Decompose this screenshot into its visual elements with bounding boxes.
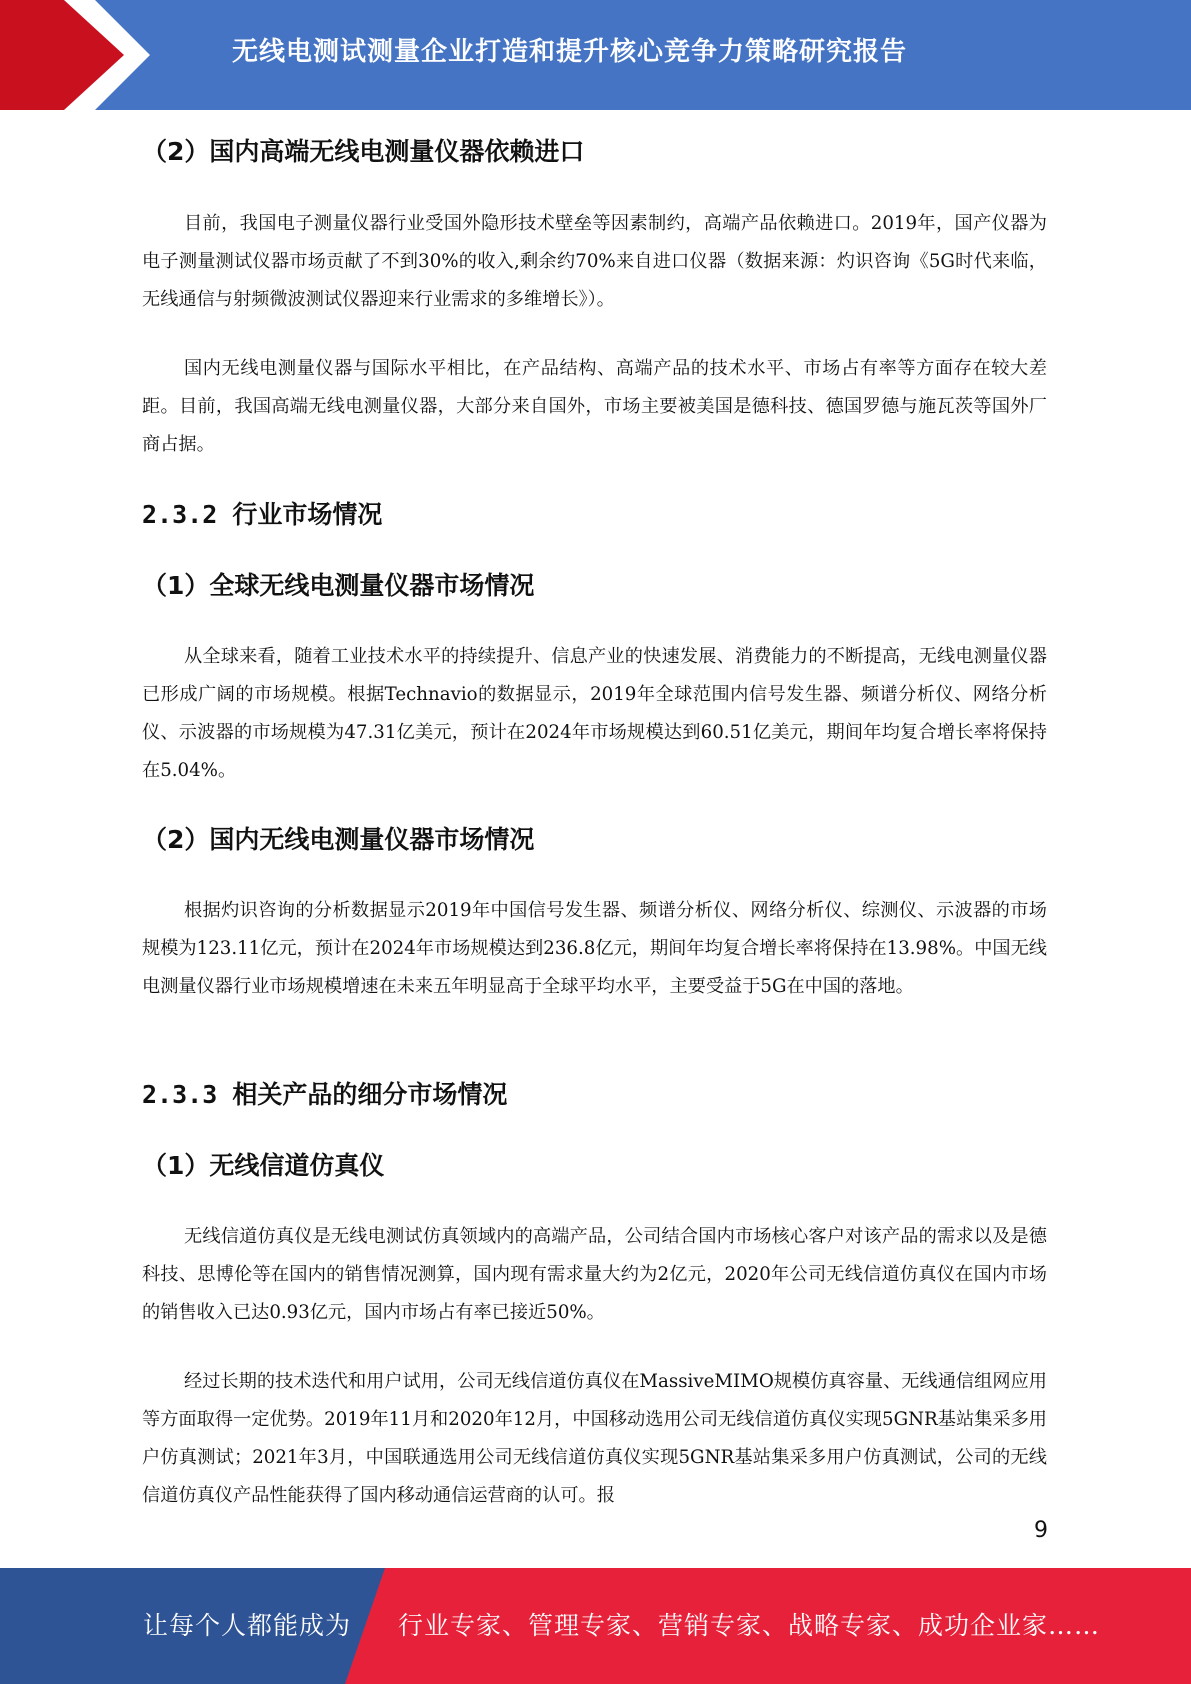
paragraph-channel-emulator-advantage: 经过长期的技术迭代和用户试用，公司无线信道仿真仪在MassiveMIMO规模仿真容量、无线通信组网应用等方面取得一定优势。2019年11月和2020年12月，中国移动选用公司无线信道仿真仪实现5GNR基站集采多用户仿真测试；2021年3月，中国联通选用公司无线信道仿真仪实现5GNR基站集采多用户仿真测试，公司的无线信道仿真仪产品性能获得了国内移动通信运营商的认可。报: [142, 1371, 1047, 1506]
paragraph-gap-analysis: 国内无线电测量仪器与国际水平相比，在产品结构、高端产品的技术水平、市场占有率等方面存在较大差距。目前，我国高端无线电测量仪器，大部分来自国外，市场主要被美国是德科技、德国罗德与施瓦茨等国外厂商占据。: [142, 358, 1047, 455]
page-footer: [0, 1568, 1191, 1684]
report-title: 无线电测试测量企业打造和提升核心竞争力策略研究报告: [232, 37, 908, 67]
page-number: 9: [1034, 1518, 1048, 1543]
section-number: 2.3.2: [142, 500, 218, 529]
footer-slogan-left: 让每个人都能成为: [143, 1611, 352, 1640]
heading-domestic-high-end: （2）国内高端无线电测量仪器依赖进口: [142, 137, 585, 166]
footer-slogan-right: 行业专家、管理专家、营销专家、战略专家、成功企业家……: [398, 1611, 1101, 1640]
section-number: 2.3.3: [142, 1080, 218, 1109]
heading-domestic-market: （2）国内无线电测量仪器市场情况: [142, 825, 535, 854]
header-arrow-decoration: [0, 0, 160, 110]
paragraph-global-market: 从全球来看，随着工业技术水平的持续提升、信息产业的快速发展、消费能力的不断提高，无线电测量仪器已形成广阔的市场规模。根据Technavio的数据显示，2019年全球范围内信号发生器、频谱分析仪、网络分析仪、示波器的市场规模为47.31亿美元，预计在2024年市场规模达到60.51亿美元，期间年均复合增长率将保持在5.04%。: [142, 646, 1047, 781]
section-title: 相关产品的细分市场情况: [232, 1080, 508, 1109]
paragraph-domestic-market: 根据灼识咨询的分析数据显示2019年中国信号发生器、频谱分析仪、网络分析仪、综测仪、示波器的市场规模为123.11亿元，预计在2024年市场规模达到236.8亿元，期间年均复合增长率将保持在13.98%。中国无线电测量仪器行业市场规模增速在未来五年明显高于全球平均水平，主要受益于5G在中国的落地。: [142, 900, 1047, 997]
page-header: [0, 0, 1191, 110]
paragraph-channel-emulator-market: 无线信道仿真仪是无线电测试仿真领域内的高端产品，公司结合国内市场核心客户对该产品的需求以及是德科技、思博伦等在国内的销售情况测算，国内现有需求量大约为2亿元，2020年公司无线信道仿真仪在国内市场的销售收入已达0.93亿元，国内市场占有率已接近50%。: [142, 1226, 1047, 1323]
heading-global-market: （1）全球无线电测量仪器市场情况: [142, 571, 535, 600]
heading-channel-emulator: （1）无线信道仿真仪: [142, 1151, 385, 1180]
section-title: 行业市场情况: [232, 500, 383, 529]
paragraph-import-dependency: 目前，我国电子测量仪器行业受国外隐形技术壁垒等因素制约，高端产品依赖进口。2019年，国产仪器为电子测量测试仪器市场贡献了不到30%的收入,剩余约70%来自进口仪器（数据来源：灼识咨询《5G时代来临，无线通信与射频微波测试仪器迎来行业需求的多维增长》）。: [142, 213, 1047, 310]
heading-2-3-2: [142, 495, 382, 531]
heading-2-3-3: [142, 1075, 507, 1111]
